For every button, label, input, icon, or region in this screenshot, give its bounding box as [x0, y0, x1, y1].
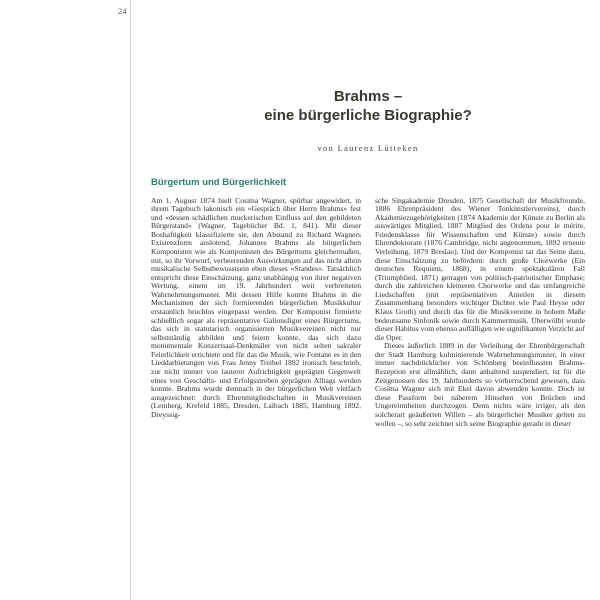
article-title-line-1: Brahms –: [333, 88, 403, 105]
article-title-line-2: eine bürgerliche Biographie?: [264, 106, 472, 124]
paragraph: Am 1. August 1874 hielt Cosima Wagner, spürbar angewidert, in ihrem Tagebuch lakonisch ein «Gespräch über Herrn Brahms» fest und «dessen schädlichen muckerischen Einfluss auf den gebildeten Bürgerstand» (Wagner, Tagebücher Bd. 1, 841). Mit dieser Boshaftigkeit klassifizierte sie, den Abstand zu Richard Wagners Existenzform auslotend, Johannes Brahms als bürgerlichen Komponisten wie als Komponisten des Bürgertums gleichermaßen, mit, so ihr Vorwurf, verheerenden Auswirkungen auf das nicht allein musikalische Selbstbewusstsein eben dieses «Standes». Tatsächlich entspricht diese Einschätzung, ganz unabhängig von ihrer negativen Wertung, einem im 19. Jahrhundert weit verbreiteten Wahrnehmungsmuster. Mit dessen Hilfe konnte Brahms in die Mechanismen der sich formierenden bürgerlichen Musikkultur erstaunlich bruchlos eingepasst werden. Der Komponist firmierte schließlich sogar als repräsentative Galionsfigur eines Bürgertums, das sich in statutarisch organisierten Musikvereinen nicht nur selbstständig abbilden und feiern konnte, das sich dazu monumentale Konzertsaal-Denkmäler von nicht selten sakraler Feierlichkeit errichtete und für das die Musik, wie Fontane es in den Lieddarbietungen von Frau Jenny Treibel 1892 ironisch beschrieb, zur nicht immer von lauterer Aufrichtigkeit geprägten Gegenwelt eines von Geschäfts- und Erfolgsstreben geprägten Alltags werden konnte. Brahms wurde demnach in der bürgerlichen Welt vielfach ausgezeichnet: durch Ehrenmitgliedschaften in Musikvereinen (Lemberg, Krefeld 1885, Dresden, Laibach 1885, Hamburg 1892, Dreyssig-: [151, 195, 361, 419]
paragraph: sche Singakademie Dresden, 1875 Gesellschaft der Musikfreunde, 1886 Ehrenpräsident des Wiener Tonkünstlervereins), durch Akademiezugehörigkeiten (1874 Akademie der Künste zu Berlin als auswärtiges Mitglied, 1887 Mitglied des Ordens pour le mérite, Friedensklasse für Wissenschaften und Künste) sowie durch Ehrendoktorate (1876 Cambridge, nicht angenommen, 1892 erneute Verleihung, 1879 Breslau). Und der Komponist tat das Seine dazu, diese Einschätzung zu befördern: durch große Chorwerke (Ein deutsches Requiem, 1868), in einem spektakulären Fall (Triumphlied, 1871) getragen von politisch-patriotischer Emphase; durch die zahlreichen kleineren Chorwerke und das umfangreiche Liedschaffen (mit repräsentativen Anteilen in diesem Zusammenhang besonders wichtiger Dichter wie Paul Heyse oder Klaus Groth) und durch das für die Musikvereine in hohem Maße bedeutsame Sinfonik sowie durch Kammermusik. Überwölbt wurde dieser Habitus vom ebenso auffälligen wie signifikanten Verzicht auf die Oper.: [375, 195, 585, 342]
page-content: [151, 0, 585, 428]
column-right: [375, 197, 585, 429]
section-heading: Bürgertum und Bürgerlichkeit: [151, 176, 287, 188]
page-number: 24: [118, 6, 127, 16]
article-title: [151, 88, 585, 126]
author-line: von Laurenz Lütteken: [317, 142, 419, 153]
paragraph: Dieses äußerlich 1889 in der Verleihung der Ehrenbürgerschaft der Stadt Hamburg kulminierende Wahrnehmungsmuster, in einer immer nachdrücklicher von Schönberg beeinflussten Brahms-Rezeption erst allmählich, dann anhaltend suspendiert, ist für die Zeitgenossen des 19. Jahrhunderts so vorherrschend gewesen, dass Cosima Wagner sich mit Ekel davon abwenden konnte. Doch ist diese Passform bei näherem Hinsehen von Brüchen und Ungereimtheiten durchzogen. Denn nichts wäre irriger, als den solcherart geäußerten Willen – als bürgerlicher Musiker gelten zu wollen –, so sehr zeichnet sich seine Biographie gerade in dieser: [375, 341, 585, 428]
text-columns: [151, 197, 585, 429]
page-gutter-line: [130, 0, 131, 600]
column-left: [151, 197, 361, 429]
